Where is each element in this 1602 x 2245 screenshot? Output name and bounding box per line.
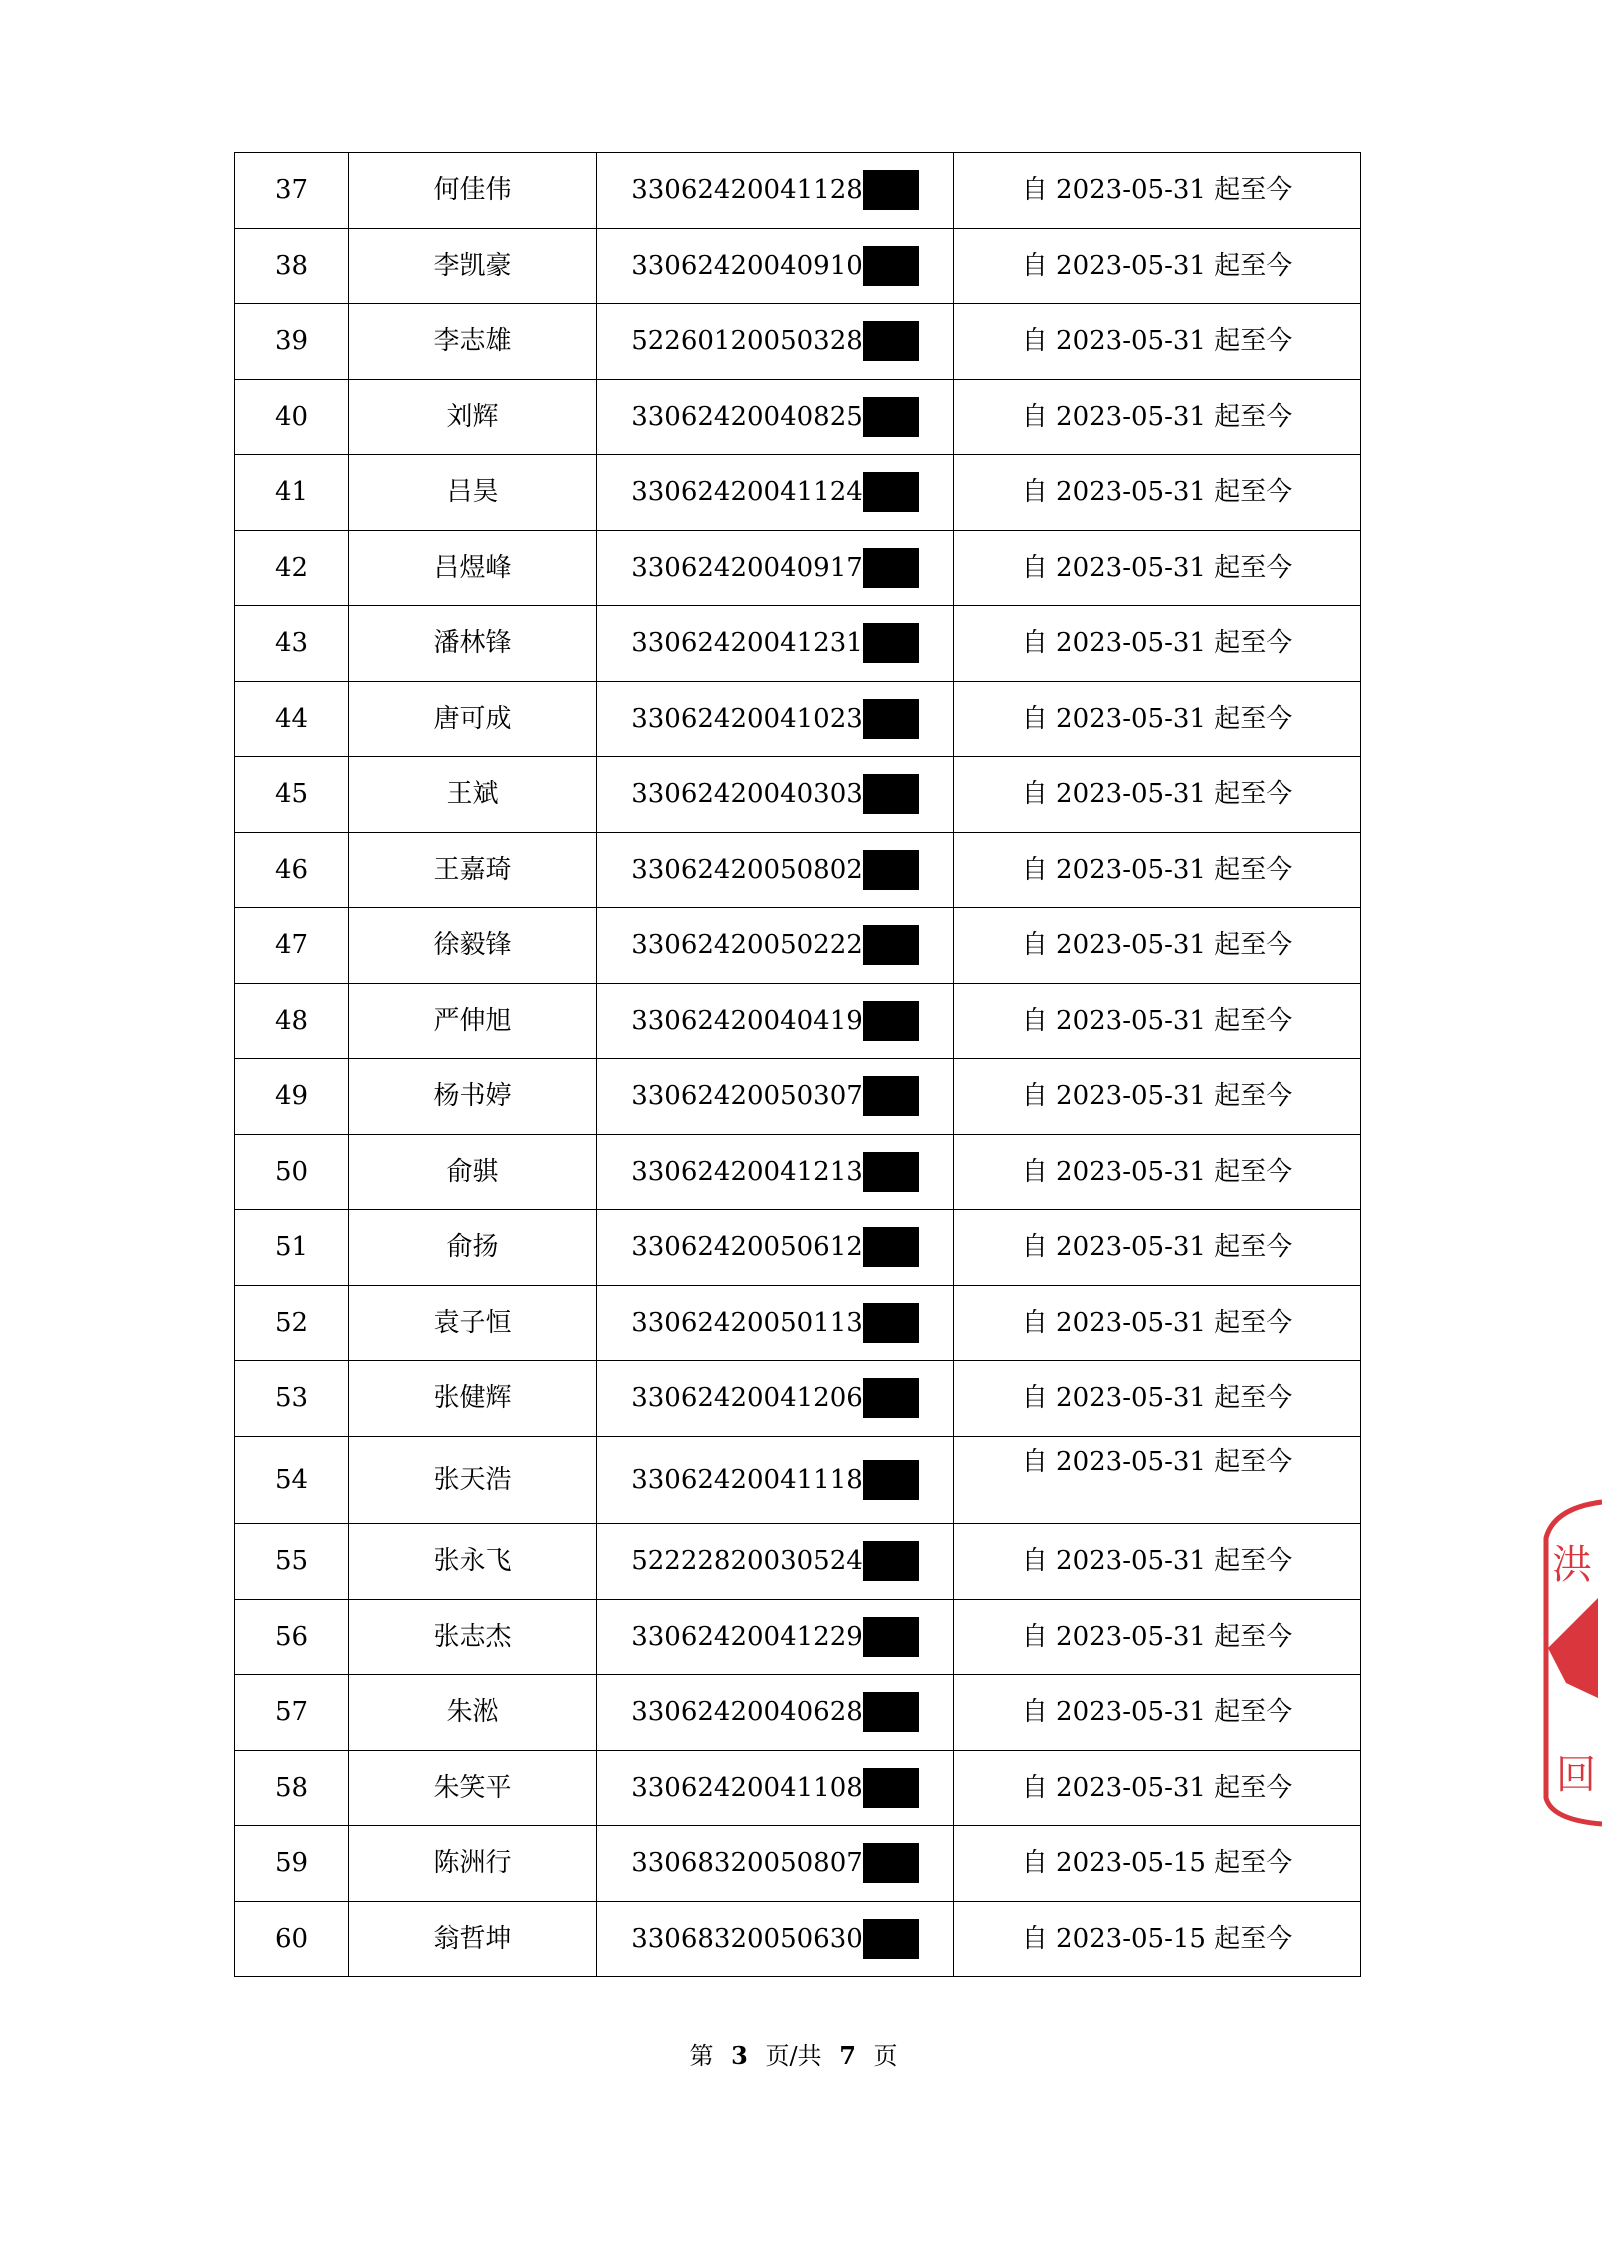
redaction-box — [863, 1541, 919, 1581]
id-number-wrapper — [631, 175, 919, 206]
row-number: 42 — [235, 530, 349, 606]
id-number-wrapper — [631, 1621, 919, 1652]
row-number: 40 — [235, 379, 349, 455]
row-number: 60 — [235, 1901, 349, 1977]
id-number-wrapper — [631, 250, 919, 281]
page-footer — [0, 2036, 1587, 2071]
row-number: 41 — [235, 455, 349, 531]
roster-table — [234, 152, 1361, 1977]
row-number: 46 — [235, 832, 349, 908]
person-name: 张永飞 — [349, 1524, 597, 1600]
table-row — [235, 1826, 1361, 1902]
id-number-cell — [597, 1750, 954, 1826]
id-number-visible: 33062420040419 — [631, 1005, 863, 1036]
id-number-wrapper — [631, 1464, 919, 1495]
period: 自 2023-05-31 起至今 — [954, 304, 1361, 380]
redaction-box — [863, 397, 919, 437]
period: 自 2023-05-31 起至今 — [954, 757, 1361, 833]
person-name: 吕煜峰 — [349, 530, 597, 606]
id-number-wrapper — [631, 326, 919, 357]
id-number-visible: 33062420041108 — [631, 1772, 863, 1803]
id-number-cell — [597, 379, 954, 455]
table-row — [235, 1901, 1361, 1977]
row-number: 39 — [235, 304, 349, 380]
row-number: 43 — [235, 606, 349, 682]
row-number: 52 — [235, 1285, 349, 1361]
person-name: 袁子恒 — [349, 1285, 597, 1361]
redaction-box — [863, 1303, 919, 1343]
period: 自 2023-05-31 起至今 — [954, 1210, 1361, 1286]
id-number-visible: 33062420040303 — [631, 779, 863, 810]
redaction-box — [863, 321, 919, 361]
redaction-box — [863, 1378, 919, 1418]
id-number-cell — [597, 1599, 954, 1675]
person-name: 唐可成 — [349, 681, 597, 757]
id-number-wrapper — [631, 1383, 919, 1414]
row-number: 50 — [235, 1134, 349, 1210]
person-name: 陈洲行 — [349, 1826, 597, 1902]
id-number-cell — [597, 1524, 954, 1600]
row-number: 55 — [235, 1524, 349, 1600]
redaction-box — [863, 1227, 919, 1267]
id-number-wrapper — [631, 1848, 919, 1879]
row-number: 56 — [235, 1599, 349, 1675]
table-row — [235, 1134, 1361, 1210]
table-row — [235, 530, 1361, 606]
id-number-visible: 33062420050307 — [631, 1081, 863, 1112]
id-number-wrapper — [631, 552, 919, 583]
row-number: 47 — [235, 908, 349, 984]
period: 自 2023-05-31 起至今 — [954, 1059, 1361, 1135]
redaction-box — [863, 1768, 919, 1808]
id-number-cell — [597, 681, 954, 757]
id-number-cell — [597, 606, 954, 682]
person-name: 李志雄 — [349, 304, 597, 380]
id-number-cell — [597, 228, 954, 304]
table-row — [235, 1599, 1361, 1675]
id-number-visible: 33062420041023 — [631, 703, 863, 734]
id-number-visible: 33062420050113 — [631, 1307, 863, 1338]
redaction-box — [863, 1617, 919, 1657]
period: 自 2023-05-15 起至今 — [954, 1901, 1361, 1977]
person-name: 朱淞 — [349, 1675, 597, 1751]
table-row — [235, 228, 1361, 304]
period: 自 2023-05-31 起至今 — [954, 1524, 1361, 1600]
row-number: 58 — [235, 1750, 349, 1826]
id-number-cell — [597, 757, 954, 833]
person-name: 何佳伟 — [349, 153, 597, 229]
person-name: 张天浩 — [349, 1436, 597, 1524]
id-number-visible: 33068320050807 — [631, 1848, 863, 1879]
table-row — [235, 1750, 1361, 1826]
period: 自 2023-05-31 起至今 — [954, 1436, 1361, 1524]
id-number-cell — [597, 1059, 954, 1135]
table-row — [235, 455, 1361, 531]
id-number-wrapper — [631, 1005, 919, 1036]
period: 自 2023-05-31 起至今 — [954, 530, 1361, 606]
id-number-visible: 33062420050222 — [631, 930, 863, 961]
redaction-box — [863, 925, 919, 965]
id-number-visible: 33062420041206 — [631, 1383, 863, 1414]
id-number-wrapper — [631, 1232, 919, 1263]
id-number-wrapper — [631, 703, 919, 734]
redaction-box — [863, 850, 919, 890]
id-number-wrapper — [631, 1923, 919, 1954]
id-number-visible: 52222820030524 — [631, 1546, 863, 1577]
seal-char-1: 洪 — [1552, 1542, 1592, 1588]
id-number-cell — [597, 1436, 954, 1524]
table-row — [235, 1361, 1361, 1437]
id-number-visible: 33062420050802 — [631, 854, 863, 885]
person-name: 刘辉 — [349, 379, 597, 455]
footer-current-page: 3 — [731, 2041, 748, 2070]
redaction-box — [863, 472, 919, 512]
row-number: 51 — [235, 1210, 349, 1286]
period: 自 2023-05-15 起至今 — [954, 1826, 1361, 1902]
id-number-wrapper — [631, 628, 919, 659]
row-number: 53 — [235, 1361, 349, 1437]
row-number: 48 — [235, 983, 349, 1059]
period: 自 2023-05-31 起至今 — [954, 983, 1361, 1059]
period: 自 2023-05-31 起至今 — [954, 379, 1361, 455]
id-number-wrapper — [631, 1697, 919, 1728]
id-number-visible: 33062420041118 — [631, 1464, 863, 1495]
table-row — [235, 1210, 1361, 1286]
id-number-wrapper — [631, 930, 919, 961]
person-name: 俞扬 — [349, 1210, 597, 1286]
period: 自 2023-05-31 起至今 — [954, 606, 1361, 682]
id-number-cell — [597, 832, 954, 908]
id-number-visible: 33062420041124 — [631, 477, 863, 508]
period: 自 2023-05-31 起至今 — [954, 153, 1361, 229]
id-number-cell — [597, 153, 954, 229]
redaction-box — [863, 246, 919, 286]
redaction-box — [863, 774, 919, 814]
footer-middle: 页/共 — [765, 2042, 822, 2070]
id-number-cell — [597, 530, 954, 606]
table-row — [235, 983, 1361, 1059]
period: 自 2023-05-31 起至今 — [954, 1285, 1361, 1361]
period: 自 2023-05-31 起至今 — [954, 681, 1361, 757]
table-row — [235, 908, 1361, 984]
table-row — [235, 304, 1361, 380]
redaction-box — [863, 1460, 919, 1500]
id-number-visible: 33062420041229 — [631, 1621, 863, 1652]
id-number-visible: 33062420041213 — [631, 1156, 863, 1187]
person-name: 朱笑平 — [349, 1750, 597, 1826]
redaction-box — [863, 548, 919, 588]
id-number-visible: 33062420050612 — [631, 1232, 863, 1263]
table-row — [235, 832, 1361, 908]
table-row — [235, 681, 1361, 757]
id-number-wrapper — [631, 477, 919, 508]
id-number-wrapper — [631, 854, 919, 885]
row-number: 49 — [235, 1059, 349, 1135]
id-number-wrapper — [631, 1772, 919, 1803]
redaction-box — [863, 1843, 919, 1883]
id-number-visible: 33068320050630 — [631, 1923, 863, 1954]
person-name: 张健辉 — [349, 1361, 597, 1437]
table-row — [235, 1436, 1361, 1524]
redaction-box — [863, 1152, 919, 1192]
redaction-box — [863, 623, 919, 663]
id-number-cell — [597, 1901, 954, 1977]
period: 自 2023-05-31 起至今 — [954, 1750, 1361, 1826]
period: 自 2023-05-31 起至今 — [954, 1599, 1361, 1675]
person-name: 张志杰 — [349, 1599, 597, 1675]
table-row — [235, 379, 1361, 455]
id-number-wrapper — [631, 1081, 919, 1112]
person-name: 王嘉琦 — [349, 832, 597, 908]
id-number-visible: 33062420040910 — [631, 250, 863, 281]
id-number-cell — [597, 304, 954, 380]
table-row — [235, 757, 1361, 833]
id-number-visible: 33062420040917 — [631, 552, 863, 583]
person-name: 翁哲坤 — [349, 1901, 597, 1977]
official-seal-fragment — [1542, 1498, 1602, 1828]
redaction-box — [863, 1692, 919, 1732]
id-number-wrapper — [631, 1307, 919, 1338]
id-number-wrapper — [631, 401, 919, 432]
period: 自 2023-05-31 起至今 — [954, 228, 1361, 304]
period: 自 2023-05-31 起至今 — [954, 832, 1361, 908]
period: 自 2023-05-31 起至今 — [954, 1675, 1361, 1751]
id-number-cell — [597, 1361, 954, 1437]
table-row — [235, 153, 1361, 229]
table-row — [235, 1059, 1361, 1135]
table-row — [235, 1285, 1361, 1361]
person-name: 徐毅锋 — [349, 908, 597, 984]
footer-total-pages: 7 — [839, 2041, 856, 2070]
id-number-visible: 52260120050328 — [631, 326, 863, 357]
seal-char-2: 回 — [1556, 1752, 1596, 1798]
redaction-box — [863, 170, 919, 210]
period: 自 2023-05-31 起至今 — [954, 908, 1361, 984]
id-number-wrapper — [631, 1156, 919, 1187]
id-number-wrapper — [631, 779, 919, 810]
id-number-wrapper — [631, 1546, 919, 1577]
seal-star-fragment — [1548, 1598, 1598, 1698]
person-name: 俞骐 — [349, 1134, 597, 1210]
redaction-box — [863, 1919, 919, 1959]
id-number-cell — [597, 455, 954, 531]
person-name: 王斌 — [349, 757, 597, 833]
redaction-box — [863, 1076, 919, 1116]
footer-prefix: 第 — [689, 2042, 714, 2070]
redaction-box — [863, 1001, 919, 1041]
id-number-cell — [597, 1134, 954, 1210]
person-name: 李凯豪 — [349, 228, 597, 304]
row-number: 57 — [235, 1675, 349, 1751]
period: 自 2023-05-31 起至今 — [954, 455, 1361, 531]
id-number-visible: 33062420041128 — [631, 175, 863, 206]
table-row — [235, 606, 1361, 682]
id-number-cell — [597, 908, 954, 984]
person-name: 潘林锋 — [349, 606, 597, 682]
id-number-cell — [597, 1285, 954, 1361]
id-number-cell — [597, 1826, 954, 1902]
redaction-box — [863, 699, 919, 739]
row-number: 37 — [235, 153, 349, 229]
person-name: 吕昊 — [349, 455, 597, 531]
period: 自 2023-05-31 起至今 — [954, 1361, 1361, 1437]
period: 自 2023-05-31 起至今 — [954, 1134, 1361, 1210]
person-name: 杨书婷 — [349, 1059, 597, 1135]
id-number-visible: 33062420040628 — [631, 1697, 863, 1728]
table-row — [235, 1675, 1361, 1751]
id-number-cell — [597, 1675, 954, 1751]
id-number-cell — [597, 983, 954, 1059]
row-number: 54 — [235, 1436, 349, 1524]
table-row — [235, 1524, 1361, 1600]
footer-suffix: 页 — [873, 2042, 898, 2070]
roster-body — [235, 153, 1361, 1977]
row-number: 38 — [235, 228, 349, 304]
row-number: 44 — [235, 681, 349, 757]
person-name: 严伸旭 — [349, 983, 597, 1059]
row-number: 59 — [235, 1826, 349, 1902]
id-number-cell — [597, 1210, 954, 1286]
id-number-visible: 33062420041231 — [631, 628, 863, 659]
row-number: 45 — [235, 757, 349, 833]
id-number-visible: 33062420040825 — [631, 401, 863, 432]
